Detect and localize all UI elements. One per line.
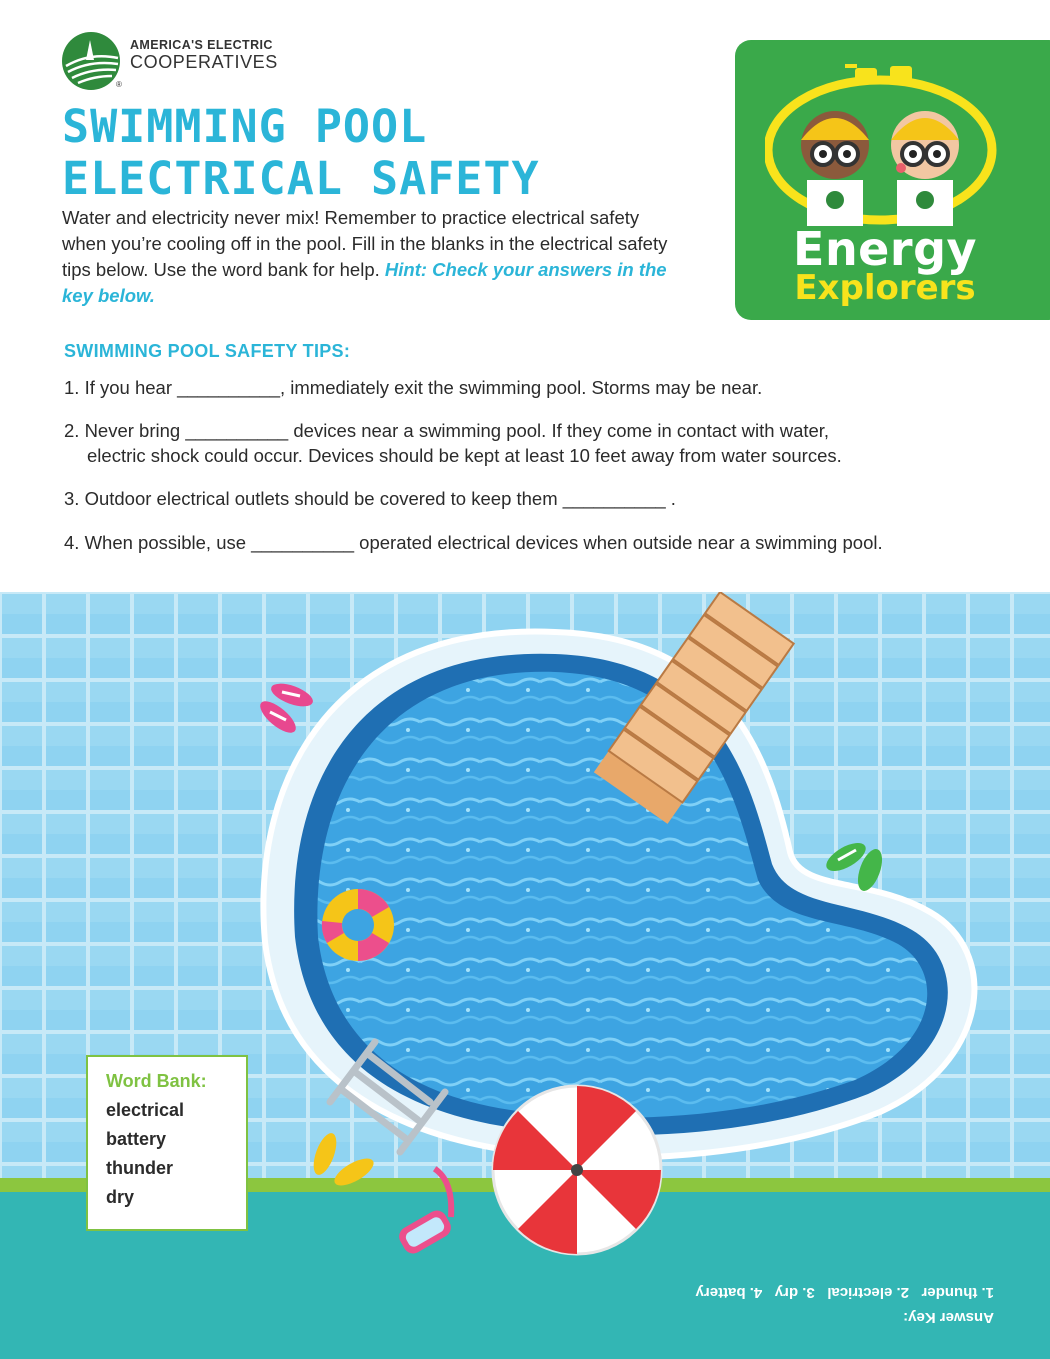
page-title-line2: ELECTRICAL SAFETY — [62, 152, 540, 205]
page-title-line1: SWIMMING POOL — [62, 100, 428, 153]
intro-hint: Hint: Check your answers in the key below. — [62, 259, 667, 306]
tip-2 — [64, 418, 1004, 468]
org-name-line1: AMERICA'S ELECTRIC — [130, 38, 273, 52]
answer-key-title: Answer Key: — [903, 1309, 994, 1326]
tip-4: 4. When possible, use __________ operated electrical devices when outside near a swimming pool. — [64, 532, 883, 553]
answer-key — [680, 1284, 994, 1326]
intro-paragraph — [62, 205, 682, 309]
intro-text: Water and electricity never mix! Remember to practice electrical safety when you’re cooling off in the pool. Fill in the blanks in the electrical safety tips below. Use the word bank for help. — [62, 207, 668, 280]
word-bank-title: Word Bank: — [106, 1071, 207, 1091]
registered-mark: ® — [116, 80, 122, 89]
cooperative-logo — [60, 28, 300, 88]
tip-3: 3. Outdoor electrical outlets should be covered to keep them __________ . — [64, 488, 676, 509]
word-bank-item: electrical — [106, 1100, 185, 1120]
tip-2-line2: electric shock could occur. Devices should be kept at least 10 feet away from water sources. — [87, 445, 842, 466]
tips-heading: SWIMMING POOL SAFETY TIPS: — [64, 341, 351, 361]
word-bank-item: battery — [106, 1129, 167, 1149]
badge-title-energy: Energy — [793, 222, 977, 276]
word-bank-box — [86, 1055, 248, 1231]
answer-key-text: 1. thunder 2. electrical 3. dry 4. battery — [695, 1284, 994, 1301]
cooperative-logo-icon — [60, 30, 122, 92]
org-name-line2: COOPERATIVES — [130, 52, 278, 72]
tip-2-line1: 2. Never bring __________ devices near a swimming pool. If they come in contact with water, — [64, 420, 830, 441]
explorer-kids-illustration — [765, 50, 1005, 240]
beach-umbrella — [493, 1086, 661, 1254]
word-bank-item: dry — [106, 1187, 135, 1207]
float-ring — [322, 889, 394, 961]
badge-title-explorers: Explorers — [794, 268, 976, 308]
pool-scene-illustration — [0, 592, 1050, 1359]
word-bank-item: thunder — [106, 1158, 173, 1178]
tip-1: 1. If you hear __________, immediately exit the swimming pool. Storms may be near. — [64, 377, 763, 398]
energy-explorers-badge — [735, 40, 1050, 320]
